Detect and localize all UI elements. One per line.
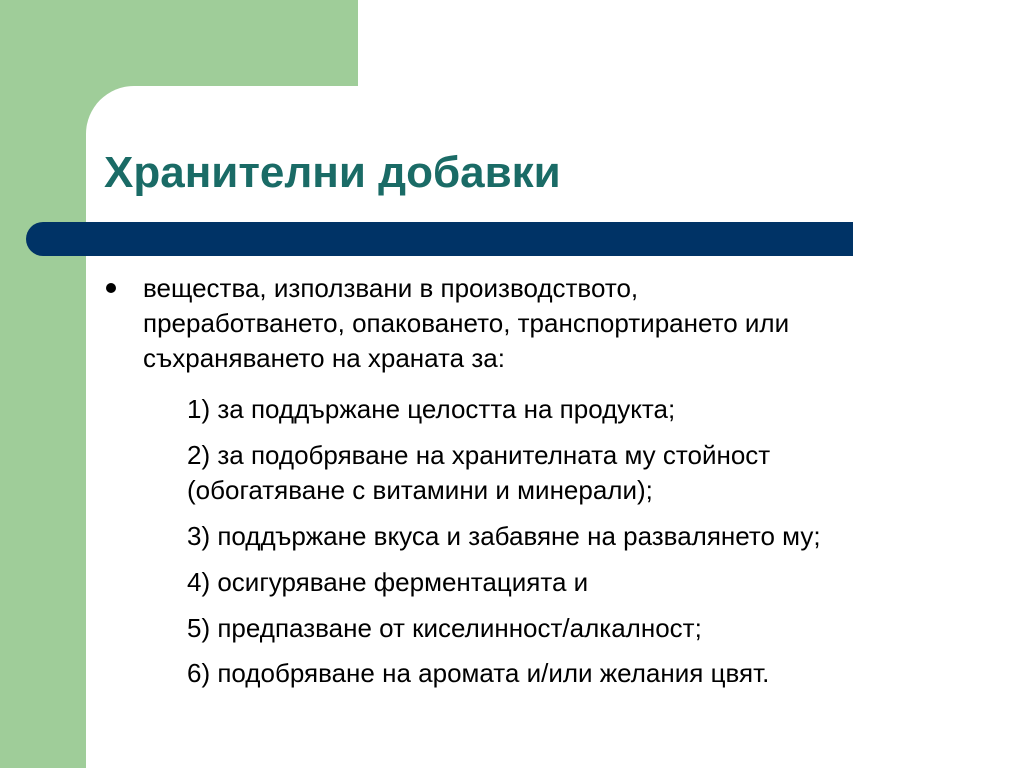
bullet-line: съхраняването на храната за:	[143, 343, 505, 373]
list-item-line: 1) за поддържане целостта на продукта;	[187, 394, 676, 424]
list-item	[187, 519, 821, 554]
list-item	[187, 392, 675, 427]
list-item-line: 5) предпазване от киселинност/алкалност;	[187, 613, 702, 643]
list-item-line: (обогатяване с витамини и минерали);	[187, 475, 653, 505]
title-underline-bar	[26, 222, 853, 256]
list-item	[187, 611, 702, 646]
bullet-line: преработването, опаковането, транспортирането или	[143, 308, 790, 338]
list-item-line: 3) поддържане вкуса и забавяне на развалянето му;	[187, 521, 821, 551]
bullet-dot-icon	[106, 283, 116, 293]
slide-title: Хранителни добавки	[104, 148, 561, 197]
list-item-line: 2) за подобряване на хранителната му стойност	[187, 440, 771, 470]
list-item	[187, 656, 769, 691]
bullet-line: вещества, използвани в производството,	[143, 273, 639, 303]
list-item-line: 6) подобряване на аромата и/или желания цвят.	[187, 658, 770, 688]
list-item	[187, 565, 588, 600]
bullet-text	[143, 271, 789, 376]
list-item-line: 4) осигуряване ферментацията и	[187, 567, 589, 597]
list-item	[187, 438, 770, 508]
